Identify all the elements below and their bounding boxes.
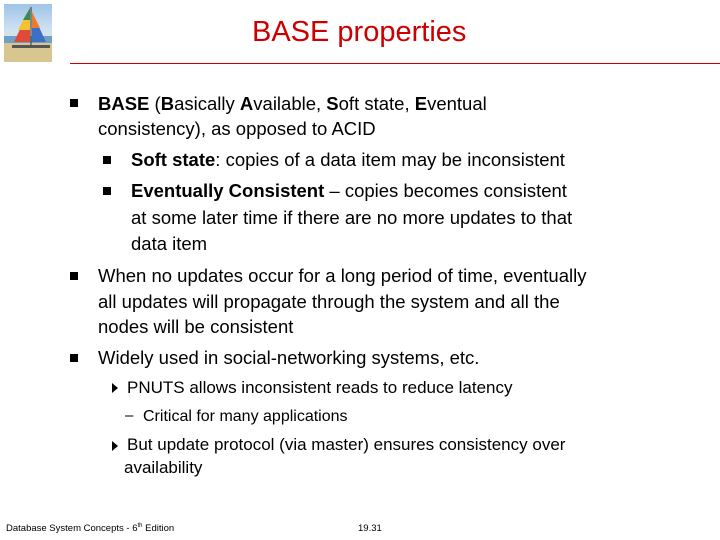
bullet-no-updates-line2: all updates will propagate through the system and all the [98, 291, 560, 312]
bullet-square-icon [70, 354, 78, 362]
bullet-base-line1: BASE (Basically Available, Soft state, Eventual [98, 93, 487, 114]
triangle-bullet-icon [112, 383, 118, 393]
bullet-no-updates-line1: When no updates occur for a long period of time, eventually [98, 265, 587, 286]
bullet-square-icon [70, 99, 78, 107]
title-divider [70, 63, 720, 64]
bullet-square-icon [70, 272, 78, 280]
bullet-square-icon [103, 187, 111, 195]
sub-bullet-soft-state: Soft state: copies of a data item may be inconsistent [131, 149, 565, 170]
footer-book-title: Database System Concepts - 6th Edition [6, 523, 175, 535]
footer-page-number: 19.31 [358, 523, 382, 534]
sub-sub-bullet-critical: Critical for many applications [143, 408, 348, 425]
sub-bullet-continuation: data item [131, 233, 208, 254]
sub-bullet-update-protocol-cont: availability [124, 458, 203, 477]
sailboat-logo [4, 4, 52, 62]
bullet-social-networking: Widely used in social-networking systems, etc. [98, 347, 480, 368]
bullet-no-updates-line3: nodes will be consistent [98, 316, 294, 337]
sub-bullet-continuation: at some later time if there are no more updates to that [131, 207, 573, 228]
sub-bullet-eventually-consistent: Eventually Consistent – copies becomes consistent [131, 180, 567, 201]
page-title: BASE properties [252, 16, 467, 48]
sub-bullet-update-protocol: But update protocol (via master) ensures consistency over [127, 435, 566, 454]
bullet-square-icon [103, 156, 111, 164]
sub-bullet-pnuts: PNUTS allows inconsistent reads to reduce latency [127, 378, 513, 397]
bullet-base-line2: consistency), as opposed to ACID [98, 118, 376, 139]
dash-bullet-icon: – [125, 407, 134, 424]
triangle-bullet-icon [112, 441, 118, 451]
